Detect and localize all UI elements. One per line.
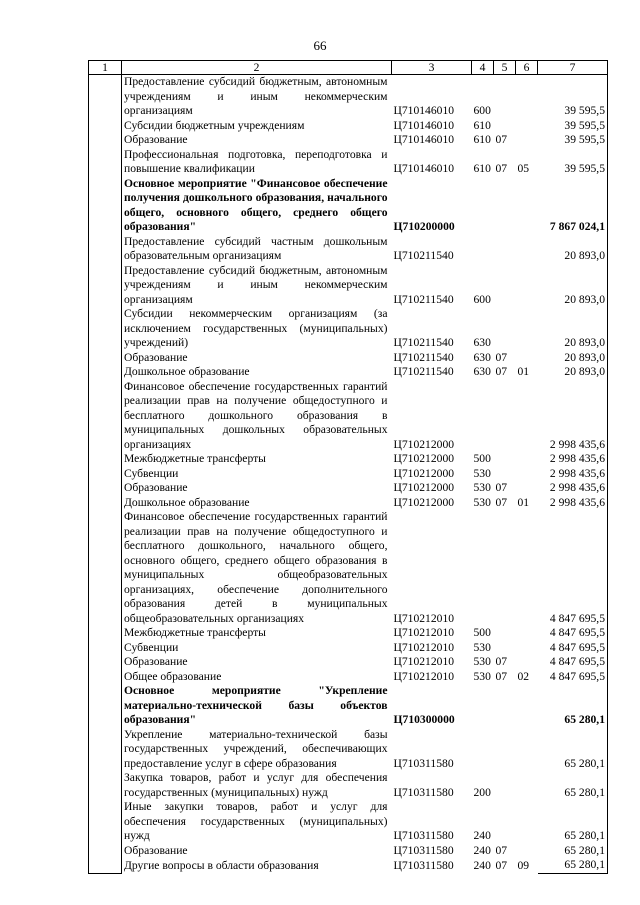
item-name-cell: Дошкольное образование <box>124 495 250 509</box>
table-row <box>89 496 608 511</box>
subsection-cell <box>516 351 538 366</box>
item-name-cell: Предоставление субсидий бюджетным, автономным учреждениям и иным некоммерческим организациям <box>124 75 388 117</box>
row-index-cell <box>89 177 122 235</box>
expense-type-cell: 600 <box>473 292 491 306</box>
subsection-cell <box>516 771 538 800</box>
item-name-cell: Межбюджетные трансферты <box>124 452 266 465</box>
subsection-cell <box>516 452 538 467</box>
header-row <box>89 61 608 75</box>
row-index-cell <box>89 148 122 177</box>
expense-type-cell: 630 <box>473 350 491 364</box>
row-index-cell <box>89 641 122 656</box>
table-row <box>89 641 608 656</box>
subsection-cell <box>516 844 538 859</box>
table-row <box>89 133 608 148</box>
target-code-cell: Ц710311580 <box>393 756 454 770</box>
table-row <box>89 510 608 626</box>
table-row <box>89 771 608 800</box>
section-cell: 07 <box>495 669 508 683</box>
item-name-cell: Предоставление субсидий бюджетным, автономным учреждениям и иным некоммерческим организациям <box>124 263 388 306</box>
table-row <box>89 119 608 134</box>
expense-type-cell: 500 <box>473 626 491 639</box>
target-code-cell: Ц710311580 <box>393 785 454 799</box>
subsection-cell <box>516 684 538 728</box>
subsection-cell: 02 <box>517 669 530 683</box>
section-cell <box>494 380 516 453</box>
subsection-cell <box>516 728 538 772</box>
table-row <box>89 844 608 859</box>
section-cell: 07 <box>495 162 508 175</box>
section-cell <box>494 264 516 308</box>
subsection-cell <box>516 641 538 656</box>
expense-type-cell: 630 <box>473 336 491 349</box>
amount-cell: 2 998 435,6 <box>538 481 608 496</box>
table-row <box>89 452 608 467</box>
amount-cell: 39 595,5 <box>538 75 608 119</box>
subsection-cell <box>516 467 538 482</box>
subsection-cell <box>516 119 538 134</box>
target-code-cell: Ц710212010 <box>393 640 455 654</box>
table-row <box>89 626 608 641</box>
table-row <box>89 235 608 264</box>
section-cell: 07 <box>495 350 508 364</box>
target-code-cell: Ц710212000 <box>393 452 455 465</box>
row-index-cell <box>89 858 122 873</box>
item-name-cell: Основное мероприятие "Укрепление материально-технической базы объектов образования" <box>124 684 388 726</box>
expense-type-cell <box>472 510 494 626</box>
target-code-cell: Ц710211540 <box>393 249 454 262</box>
row-index-cell <box>89 133 122 148</box>
section-cell <box>494 307 516 351</box>
column-header-2: 2 <box>122 61 392 75</box>
expense-type-cell: 610 <box>473 133 491 146</box>
item-name-cell: Другие вопросы в области образования <box>124 858 319 872</box>
amount-cell: 2 998 435,6 <box>538 452 608 467</box>
target-code-cell: Ц710211540 <box>393 350 454 364</box>
amount-cell: 2 998 435,6 <box>538 380 608 453</box>
row-index-cell <box>89 351 122 366</box>
target-code-cell: Ц710211540 <box>393 336 454 349</box>
expense-type-cell: 200 <box>473 785 491 799</box>
target-code-cell: Ц710212010 <box>393 669 455 683</box>
subsection-cell <box>516 626 538 641</box>
row-index-cell <box>89 380 122 453</box>
section-cell <box>494 771 516 800</box>
item-name-cell: Укрепление материально-технической базы государственных учреждений, обеспечивающих предоставление услуг в сфере образования <box>124 727 388 770</box>
section-cell <box>494 800 516 844</box>
subsection-cell <box>516 264 538 308</box>
column-header-6: 6 <box>516 61 538 75</box>
subsection-cell: 01 <box>517 495 530 509</box>
row-index-cell <box>89 119 122 134</box>
table-row <box>89 481 608 496</box>
row-index-cell <box>89 496 122 511</box>
subsection-cell <box>516 133 538 148</box>
target-code-cell: Ц710311580 <box>393 843 454 857</box>
expense-type-cell <box>472 177 494 235</box>
amount-cell: 4 847 695,5 <box>538 670 608 685</box>
item-name-cell: Иные закупки товаров, работ и услуг для обеспечения государственных (муниципальных) нужд <box>124 800 388 842</box>
target-code-cell: Ц710212010 <box>393 611 455 625</box>
subsection-cell <box>516 800 538 844</box>
table-body <box>89 75 608 874</box>
table-row <box>89 264 608 308</box>
subsection-cell <box>516 307 538 351</box>
target-code-cell: Ц710200000 <box>393 220 455 233</box>
section-cell <box>494 626 516 641</box>
column-header-3: 3 <box>392 61 472 75</box>
expense-type-cell <box>472 235 494 264</box>
amount-cell: 20 893,0 <box>538 264 608 308</box>
amount-cell: 2 998 435,6 <box>538 467 608 482</box>
row-index-cell <box>89 264 122 308</box>
section-cell: 07 <box>495 655 508 668</box>
target-code-cell: Ц710146010 <box>393 133 455 146</box>
expense-type-cell: 610 <box>473 118 491 132</box>
target-code-cell: Ц710211540 <box>393 292 454 306</box>
item-name-cell: Основное мероприятие "Финансовое обеспечение получения дошкольного образования, начального общего, основного общего, среднего общего образования" <box>124 176 388 233</box>
expense-type-cell: 530 <box>473 481 491 494</box>
subsection-cell <box>516 510 538 626</box>
row-index-cell <box>89 771 122 800</box>
expense-type-cell: 500 <box>473 452 491 465</box>
amount-cell: 20 893,0 <box>538 307 608 351</box>
subsection-cell <box>516 177 538 235</box>
expense-type-cell: 530 <box>473 495 491 509</box>
item-name-cell: Профессиональная подготовка, переподготовка и повышение квалификации <box>124 147 388 175</box>
row-index-cell <box>89 452 122 467</box>
target-code-cell: Ц710146010 <box>393 162 455 175</box>
table-row <box>89 858 608 873</box>
budget-table <box>88 60 608 874</box>
amount-cell: 7 867 024,1 <box>538 177 608 235</box>
item-name-cell: Субвенции <box>124 640 179 654</box>
table-row <box>89 728 608 772</box>
table-row <box>89 467 608 482</box>
amount-cell: 4 847 695,5 <box>538 641 608 656</box>
row-index-cell <box>89 75 122 119</box>
table-header <box>89 61 608 75</box>
expense-type-cell: 530 <box>473 466 491 480</box>
item-name-cell: Образование <box>124 133 188 146</box>
expense-type-cell: 600 <box>473 104 491 117</box>
amount-cell: 2 998 435,6 <box>538 496 608 511</box>
section-cell <box>494 510 516 626</box>
item-name-cell: Образование <box>124 350 188 364</box>
amount-cell: 4 847 695,5 <box>538 655 608 670</box>
target-code-cell: Ц710211540 <box>393 365 454 378</box>
row-index-cell <box>89 365 122 380</box>
amount-cell: 39 595,5 <box>538 119 608 134</box>
target-code-cell: Ц710311580 <box>393 858 454 872</box>
item-name-cell: Дошкольное образование <box>124 365 250 378</box>
amount-cell: 4 847 695,5 <box>538 626 608 641</box>
table-row <box>89 148 608 177</box>
table-row <box>89 670 608 685</box>
subsection-cell: 01 <box>517 365 530 378</box>
expense-type-cell: 240 <box>473 858 491 872</box>
row-index-cell <box>89 670 122 685</box>
amount-cell: 39 595,5 <box>538 133 608 148</box>
expense-type-cell <box>472 380 494 453</box>
column-header-7: 7 <box>538 61 608 75</box>
target-code-cell: Ц710212000 <box>393 437 455 451</box>
target-code-cell: Ц710311580 <box>393 829 454 842</box>
section-cell <box>494 177 516 235</box>
amount-cell: 4 847 695,5 <box>538 510 608 626</box>
expense-type-cell: 240 <box>473 843 491 857</box>
expense-type-cell: 240 <box>473 829 491 842</box>
amount-cell: 65 280,1 <box>538 858 608 873</box>
table-row <box>89 307 608 351</box>
subsection-cell <box>516 75 538 119</box>
item-name-cell: Субсидии некоммерческим организациям (за исключением государственных (муниципальных) учреждений) <box>124 307 388 349</box>
section-cell: 07 <box>495 858 508 872</box>
section-cell <box>494 119 516 134</box>
row-index-cell <box>89 728 122 772</box>
table-row <box>89 351 608 366</box>
section-cell: 07 <box>495 495 508 509</box>
expense-type-cell <box>472 684 494 728</box>
amount-cell: 65 280,1 <box>538 800 608 844</box>
section-cell <box>494 467 516 482</box>
table-row <box>89 75 608 119</box>
target-code-cell: Ц710146010 <box>393 104 455 117</box>
section-cell: 07 <box>495 365 508 378</box>
row-index-cell <box>89 684 122 728</box>
item-name-cell: Образование <box>124 655 188 668</box>
amount-cell: 65 280,1 <box>538 728 608 772</box>
subsection-cell <box>516 481 538 496</box>
column-header-1: 1 <box>89 61 122 75</box>
column-header-4: 4 <box>472 61 494 75</box>
table-row <box>89 684 608 728</box>
item-name-cell: Закупка товаров, работ и услуг для обеспечения государственных (муниципальных) нужд <box>124 771 388 799</box>
page-number: 66 <box>313 38 327 53</box>
item-name-cell: Субсидии бюджетным учреждениям <box>124 118 305 132</box>
expense-type-cell: 530 <box>473 669 491 683</box>
expense-type-cell: 630 <box>473 365 491 378</box>
target-code-cell: Ц710146010 <box>393 118 455 132</box>
row-index-cell <box>89 655 122 670</box>
column-header-5: 5 <box>494 61 516 75</box>
amount-cell: 65 280,1 <box>538 684 608 728</box>
subsection-cell: 09 <box>517 858 530 872</box>
row-index-cell <box>89 800 122 844</box>
item-name-cell: Субвенции <box>124 466 179 480</box>
section-cell <box>494 235 516 264</box>
table-row <box>89 800 608 844</box>
row-index-cell <box>89 844 122 859</box>
item-name-cell: Финансовое обеспечение государственных гарантий реализации прав на получение общедоступного и бесплатного дошкольного образования в муниципальных дошкольных образовательных организациях <box>124 379 388 451</box>
target-code-cell: Ц710212010 <box>393 655 455 668</box>
row-index-cell <box>89 481 122 496</box>
item-name-cell: Межбюджетные трансферты <box>124 626 266 639</box>
subsection-cell <box>516 380 538 453</box>
section-cell <box>494 684 516 728</box>
subsection-cell <box>516 655 538 670</box>
target-code-cell: Ц710300000 <box>393 713 455 726</box>
expense-type-cell: 530 <box>473 640 491 654</box>
amount-cell: 65 280,1 <box>538 844 608 859</box>
amount-cell: 20 893,0 <box>538 235 608 264</box>
item-name-cell: Общее образование <box>124 669 222 683</box>
section-cell <box>494 728 516 772</box>
item-name-cell: Образование <box>124 481 188 494</box>
item-name-cell: Предоставление субсидий частным дошкольным образовательным организациям <box>124 234 388 262</box>
expense-type-cell: 530 <box>473 655 491 668</box>
expense-type-cell <box>472 728 494 772</box>
amount-cell: 65 280,1 <box>538 771 608 800</box>
section-cell: 07 <box>495 133 508 146</box>
section-cell <box>494 452 516 467</box>
target-code-cell: Ц710212010 <box>393 626 455 639</box>
target-code-cell: Ц710212000 <box>393 466 455 480</box>
target-code-cell: Ц710212000 <box>393 481 455 494</box>
section-cell <box>494 75 516 119</box>
row-index-cell <box>89 467 122 482</box>
item-name-cell: Финансовое обеспечение государственных гарантий реализации прав на получение общедоступного и бесплатного дошкольного, начального общего, основного общего, среднего общего образования в муниципальных общеобразовательных организациях, обеспечение дополнительного образования детей в муниципальных общеобразовательных организациях <box>124 510 388 625</box>
target-code-cell: Ц710212000 <box>393 495 455 509</box>
row-index-cell <box>89 235 122 264</box>
table-row <box>89 655 608 670</box>
table-row <box>89 380 608 453</box>
table-row <box>89 365 608 380</box>
amount-cell: 20 893,0 <box>538 365 608 380</box>
subsection-cell <box>516 235 538 264</box>
subsection-cell: 05 <box>517 162 530 175</box>
item-name-cell: Образование <box>124 843 188 857</box>
table-row <box>89 177 608 235</box>
section-cell: 07 <box>495 843 508 857</box>
row-index-cell <box>89 307 122 351</box>
row-index-cell <box>89 510 122 626</box>
section-cell: 07 <box>495 481 508 494</box>
amount-cell: 39 595,5 <box>538 148 608 177</box>
expense-type-cell: 610 <box>473 162 491 175</box>
amount-cell: 20 893,0 <box>538 351 608 366</box>
section-cell <box>494 641 516 656</box>
row-index-cell <box>89 626 122 641</box>
